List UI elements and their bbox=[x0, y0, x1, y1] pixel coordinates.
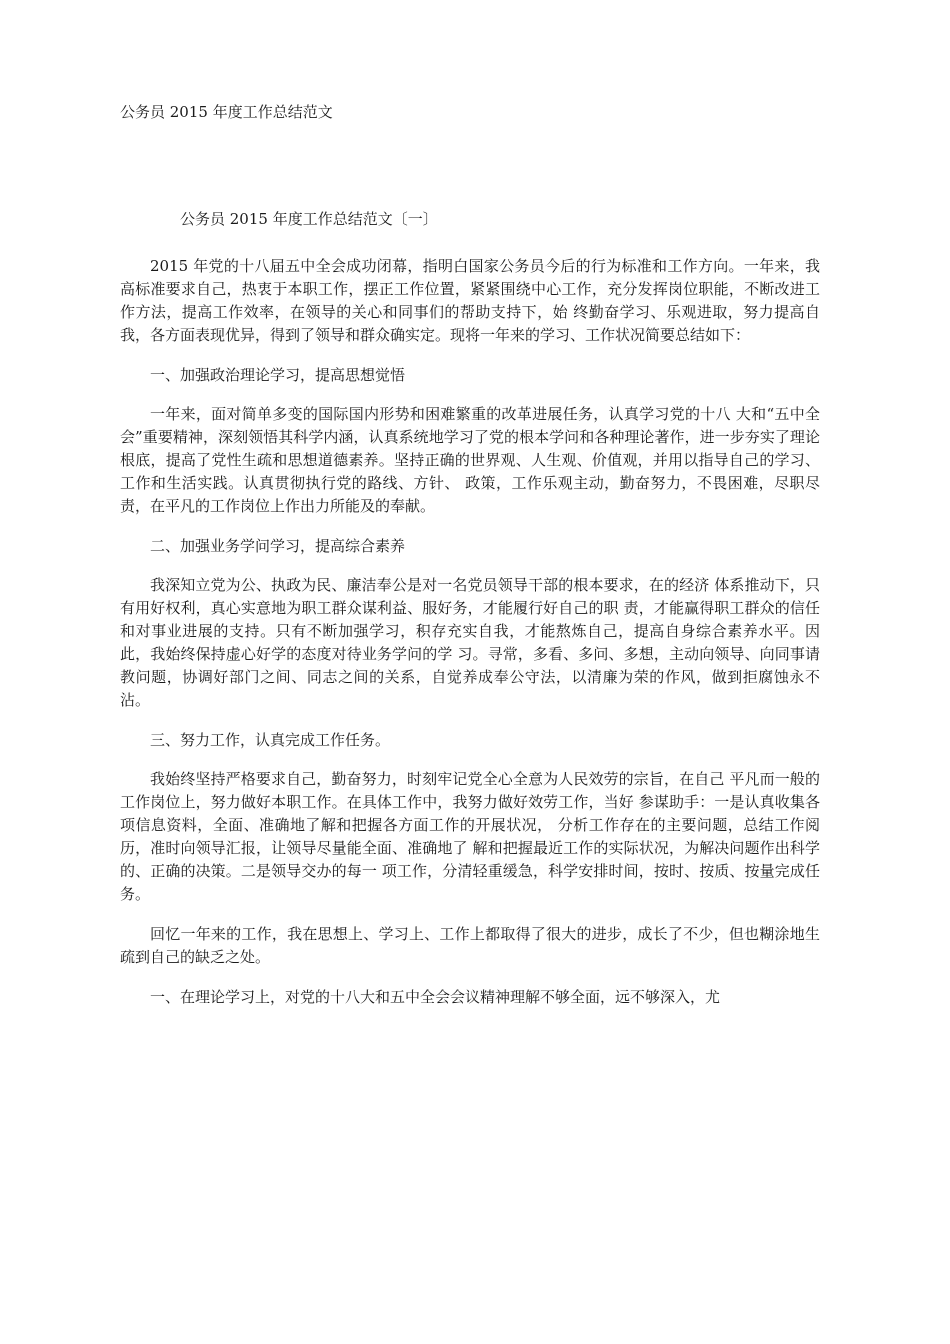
reflection-paragraph: 回忆一年来的工作，我在思想上、学习上、工作上都取得了很大的进步，成长了不少，但也糊涂地生疏到自己的缺乏之处。 bbox=[120, 925, 820, 966]
section-heading-3: 三、努力工作，认真完成工作任务。 bbox=[150, 731, 391, 749]
section-heading-1: 一、加强政治理论学习，提高思想觉悟 bbox=[150, 366, 406, 384]
document-body bbox=[120, 208, 820, 1026]
document-title: 公务员 2015 年度工作总结范文 bbox=[120, 103, 333, 121]
section-heading-2: 二、加强业务学问学习，提高综合素养 bbox=[150, 537, 406, 555]
section-paragraph-2: 我深知立党为公、执政为民、廉洁奉公是对一名党员领导干部的根本要求，在的经济 体系推动下，只有用好权利，真心实意地为职工群众谋利益、服好务，才能履行好自己的职 责，才能赢得职工群众的信任和对事业进展的支持。只有不断加强学习，积存充实自我，才能熬炼自己，提高自身综合素养水平。因此，我始终保持虚心好学的态度对待业务学问的学 习。寻常，多看、多问、多想，主动向领导、向同事请教问题，协调好部门之间、同志之间的关系，自觉养成奉公守法，以清廉为荣的作风，做到拒腐蚀永不沾。 bbox=[120, 576, 820, 709]
document-subtitle: 公务员 2015 年度工作总结范文〔一〕 bbox=[180, 210, 438, 228]
shortcoming-paragraph-1: 一、在理论学习上，对党的十八大和五中全会会议精神理解不够全面，远不够深入，尤 bbox=[150, 988, 721, 1006]
section-paragraph-1: 一年来，面对简单多变的国际国内形势和困难繁重的改革进展任务，认真学习党的十八 大和“五中全会”重要精神，深刻领悟其科学内涵，认真系统地学习了党的根本学问和各种理论著作，进一步夯实了理论根底，提高了党性生疏和思想道德素养。坚持正确的世界观、人生观、价值观，并用以指导自己的学习、工作和生活实践。认真贯彻执行党的路线、方针、 政策，工作乐观主动，勤奋努力，不畏困难，尽职尽责，在平凡的工作岗位上作出力所能及的奉献。 bbox=[120, 405, 820, 515]
section-paragraph-3: 我始终坚持严格要求自己，勤奋努力，时刻牢记党全心全意为人民效劳的宗旨，在自己 平凡而一般的工作岗位上，努力做好本职工作。在具体工作中，我努力做好效劳工作，当好 参谋助手：一是认真收集各项信息资料，全面、准确地了解和把握各方面工作的开展状况， 分析工作存在的主要问题，总结工作阅历，准时向领导汇报，让领导尽量能全面、准确地了 解和把握最近工作的实际状况，为解决问题作出科学的、正确的决策。二是领导交办的每一 项工作，分清轻重缓急，科学安排时间，按时、按质、按量完成任务。 bbox=[120, 770, 820, 903]
intro-paragraph: 2015 年党的十八届五中全会成功闭幕，指明白国家公务员今后的行为标准和工作方向。一年来，我高标准要求自己，热衷于本职工作，摆正工作位置，紧紧围绕中心工作，充分发挥岗位职能，不断改进工作方法，提高工作效率，在领导的关心和同事们的帮助支持下，始 终勤奋学习、乐观进取，努力提高自我，各方面表现优异，得到了领导和群众确实定。现将一年来的学习、工作状况简要总结如下： bbox=[120, 257, 820, 344]
